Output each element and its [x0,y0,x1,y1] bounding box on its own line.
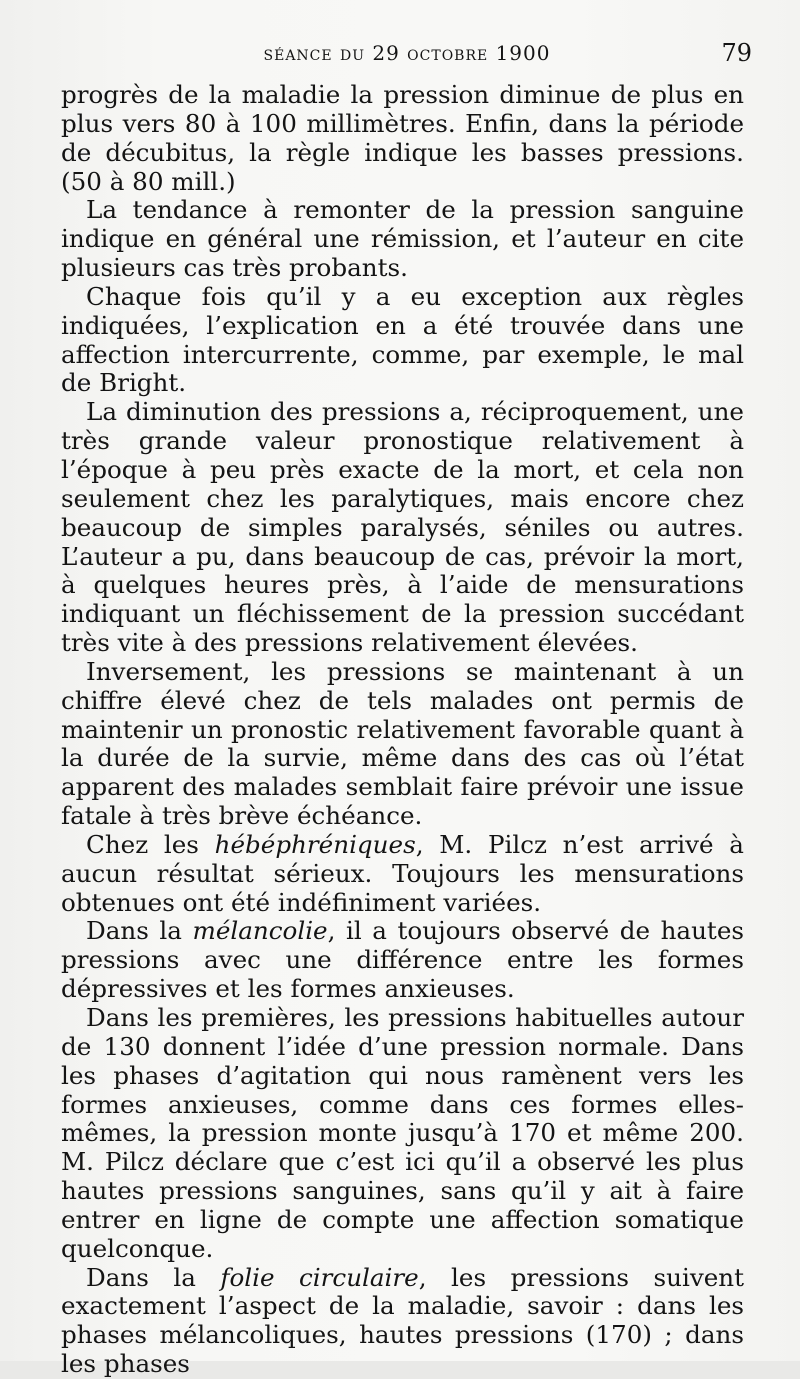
body-text [61,81,744,1379]
paragraph-text: La diminution des pressions a, réciproquement, une très grande valeur pronostique relativement à l’époque à peu près exacte de la mort, et cela non seulement chez les paralytiques, mais encore chez beaucoup de simples paralysés, séniles ou autres. L’auteur a pu, dans beaucoup de cas, prévoir la mort, à quelques heures près, à l’aide de mensurations indiquant un fléchissement de la pression succédant très vite à des pressions relativement élevées. [61,397,744,658]
paragraph [61,196,744,283]
paragraph-text-end: , il a toujours observé de hautes pressions avec une différence entre les formes dépressives et les formes anxieuses. [61,916,744,1004]
paragraph [61,398,744,658]
paragraph-text: progrès de la maladie la pression diminue de plus en plus vers 80 à 100 millimètres. Enfin, dans la période de décubitus, la règle indique les basses pressions. (50 à 80 mill.) [61,80,744,196]
paragraph-text: La tendance à remonter de la pression sanguine indique en général une rémission, et l’auteur en cite plusieurs cas très probants. [61,195,744,283]
paragraph-text: Chaque fois qu’il y a eu exception aux règles indiquées, l’explication en a été trouvée dans une affection intercurrente, comme, par exemple, le mal de Bright. [61,281,744,398]
page-number: 79 [721,39,752,67]
paragraph-continued [61,81,744,196]
paragraph [61,831,744,918]
paragraph [61,658,744,831]
italic-term: folie circulaire [220,1262,419,1292]
paragraph-text-start: Dans la [86,916,193,946]
running-title: séance du 29 octobre 1900 [263,41,551,65]
paragraph-text-end: , les pressions suivent exactement l’aspect de la maladie, savoir : dans les phases mélancoliques, hautes pressions (170) ; dans les phases [61,1262,744,1379]
italic-term: hébéphréniques [214,829,416,859]
paragraph [61,917,744,1004]
paragraph-text: Dans les premières, les pressions habituelles autour de 130 donnent l’idée d’une pression normale. Dans les phases d’agitation qui nous ramènent vers les formes anxieuses, comme dans ces formes elles-mêmes, la pression monte jusqu’à 170 et même 200. M. Pilcz déclare que c’est ici qu’il a observé les plus hautes pressions sanguines, sans qu’il y ait à faire entrer en ligne de compte une affection somatique quelconque. [61,1003,744,1263]
paragraph [61,1264,744,1379]
paragraph-text-start: Dans la [86,1262,221,1292]
paragraph-text: Inversement, les pressions se maintenant à un chiffre élevé chez de tels malades ont permis de maintenir un pronostic relativement favorable quant à la durée de la survie, même dans des cas où l’état apparent des malades semblait faire prévoir une issue fatale à très brève échéance. [61,656,744,831]
paragraph-text-start: Chez les [86,829,215,859]
italic-term: mélancolie [192,916,328,946]
paragraph [61,1004,744,1264]
paragraph-text-end: , M. Pilcz n’est arrivé à aucun résultat sérieux. Toujours les mensurations obtenues ont été indéfiniment variées. [61,829,744,917]
paragraph [61,283,744,398]
page-header [62,32,752,74]
